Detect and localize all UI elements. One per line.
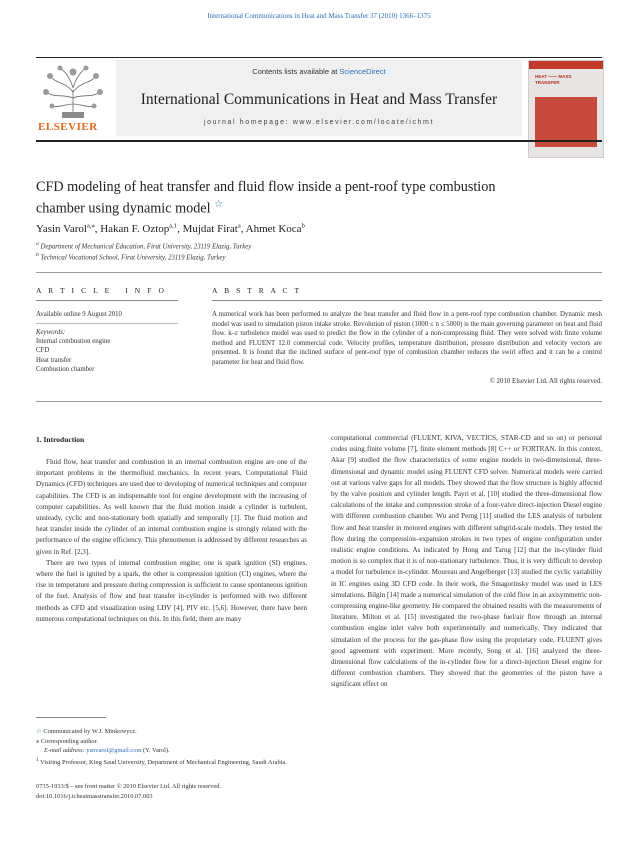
header-bottom-rule [36, 140, 602, 142]
footnote-corresponding: ⁎ Corresponding author. [36, 737, 98, 745]
footnote-1: $^1$ Visiting Professor, King Saud University, Department of Mechanical Engineering, Saudi Arabia. [36, 756, 287, 766]
section-1-heading: 1. Introduction [36, 435, 85, 444]
header-top-rule [36, 57, 602, 58]
author-3[interactable]: Mujdat Firat$^a$, [182, 222, 246, 235]
affiliation-a: $^a$ Department of Mechanical Education, Firat University, 23119 Elazig, Turkey [36, 241, 252, 251]
author-1[interactable]: Yasin Varol$^{a,⁎}$, [36, 222, 101, 235]
author-2[interactable]: Hakan F. Oztop$^{a,1}$, [100, 222, 183, 235]
contents-prefix: Contents lists available at [252, 67, 338, 76]
contents-line [116, 67, 522, 76]
author-list [36, 221, 596, 235]
body-column-right [331, 433, 602, 691]
author-email-link[interactable]: ysnvarol@gmail.com [86, 747, 142, 754]
sciencedirect-link[interactable]: ScienceDirect [339, 67, 386, 76]
cover-title: HEAT ⁓⁓ MASS TRANSFER [535, 74, 572, 85]
abstract-header [212, 286, 302, 295]
title-line-1: CFD modeling of heat transfer and fluid flow inside a pent-roof type combustion [36, 179, 496, 195]
article-title [36, 178, 596, 218]
keyword-item: Internal combustion engine [36, 338, 111, 346]
footnote-star: ☆ Communicated by W.J. Minkowycz. [36, 728, 137, 735]
keywords-rule [36, 323, 178, 324]
keyword-item: CFD [36, 347, 50, 355]
article-info-rule [36, 300, 178, 301]
abstract-rule [212, 300, 602, 301]
footnote-block [36, 727, 307, 767]
body-column-left [36, 457, 307, 625]
intro-paragraph-3: computational commercial (FLUENT, KIVA, VECTICS, STAR-CD and so on) or personal codes using finite volume [7], finite element methods [8] C++ or FORTRAN. In this context, Akar [9] studied the flow characteristics of some engine models in two-dimensional, three-dimensional and dynamic model using FLUENT CFD solver. Numerical models were carried out at various valve gaps for all models. They showed that the flow structure is highly affected by the valve position and cylinder length. Payri et al. [10] studied the three-dimensional flow calculations of the intake and compression stroke of a four-valve direct-injection Diesel engine with different combustion chamber. Wu and Perng [11] studied the LES analysis of turbulent flow and heat transfer in motored engines with different subgrid-scale models. They tested the flow during the compression–expansion strokes in two types of engine configuration under realistic engine conditions. As indicated by Hong and Tarng [12] that the in-cylinder fluid motion is so complex that it is of non-stationary turbulence. Thus, it is very difficult to develop a model for turbulence in-cylinder. Moureau and Angelberger [13] studied the cyclic variability in IC engines using 3D CFD code. In their work, the Smagorinsky model was used in LES simulations. Bilgin [14] made a numerical simulation of the cold flow in an axisymmetric non-compressing engine-like geometry. He compared the obtained results with the measurements of literature. Milton et al. [15] investigated the two-phase fuel/air flow through an internal combustion engine inlet valve both experimentally and numerically. They indicated that simulation of the process for the gas-phase flow using the proprietary code, FLUENT gives good agreement with experiment. More recently, Song et al. [16] analyzed the three-dimensional flow calculations of the in-cylinder flow for a direct-injection Diesel engine for different combustion chambers. They showed that the geometries of the piston have a significant effect on [331, 434, 602, 689]
doi-link[interactable]: doi:10.1016/j.icheatmasstransfer.2010.07.003 [36, 793, 153, 800]
keyword-item: Combustion chamber [36, 365, 95, 373]
affiliation-b: $^b$ Technical Vocational School, Firat University, 23119 Elazig, Turkey [36, 252, 226, 262]
author-4[interactable]: Ahmet Koca$^b$ [245, 222, 305, 235]
journal-citation[interactable]: International Communications in Heat and Mass Transfer 37 (2010) 1366–1375 [207, 12, 431, 20]
title-footnote-mark[interactable]: ☆ [214, 199, 224, 210]
intro-paragraph-1: Fluid flow, heat transfer and combustion in an internal combustion engine are one of the important problems in the thermofluid mechanics. In recent years, Computational Fluid Dynamics (CFD) techniques are used due to developing of numerical techniques and computer capabilities. The CFD is an indispensable tool for engine development with the increasing of computer capabilities. As well known that the fluid motion inside a cylinder is turbulent, unsteady, cyclic and non-stationary both spatially and temporally [1]. The fluid motion and heat transfer inside the cylinder of an internal combustion engine is strongly related with the performance of the engine efficiency. This phenomenon is addressed by different researches as given in Ref. [2,3]. [36, 458, 307, 556]
keywords-label: Keywords: [36, 329, 66, 336]
issn-line: 0735-1933/$ – see front matter © 2010 Elsevier Ltd. All rights reserved. [36, 783, 221, 790]
article-info-heading: A R T I C L E I N F O [36, 286, 167, 295]
abstract-bottom-rule [36, 401, 602, 402]
journal-cover-thumbnail [528, 60, 604, 158]
available-online: Available online 9 August 2010 [36, 311, 122, 318]
journal-homepage[interactable]: journal homepage: www.elsevier.com/locate/ichmt [203, 119, 435, 126]
abstract-heading: A B S T R A C T [212, 286, 302, 295]
abstract-copyright: © 2010 Elsevier Ltd. All rights reserved. [489, 378, 602, 385]
intro-paragraph-2: There are two types of internal combustion engine; one is spark ignition (SI) engines, where the fuel is ignited by a spark, the other is compression ignition (CI) engines, where the rise in temperature and pressure during compression is sufficient to cause spontaneous ignition of the fuel. Analysis of flow and heat transfer in-cylinder is performed with two different methods as CFD and visualization using LDV [4], PIV etc. [5,6]. However, there have been numerous computational techniques on this. In this field, there are many [36, 558, 307, 623]
abstract-text: A numerical work has been performed to analyze the heat transfer and fluid flow in a pent-roof type combustion chamber. Dynamic mesh model was used to simulation piston intake stroke. Revolution of piston (1000 ≤ n ≤ 5000) is the main governing parameter on heat and fluid flow. k–ε turbulence model was used to predict the flow in the cylinder of a non-compressing fluid. They were solved with finite volume method and FLUENT 12.0 commercial code. Velocity profiles, temperature distribution, pressure distribution and velocity vectors are presented. It is found that the inclined surface of pent-roof type of combustion chamber reduces the swirl effect and it can be a control parameter for heat and fluid flow. [212, 311, 602, 366]
journal-title: International Communications in Heat and Mass Transfer [140, 91, 498, 108]
footnote-email: E-mail address: ysnvarol@gmail.com (Y. Varol). [44, 747, 170, 754]
keywords-block [36, 328, 186, 374]
article-info [36, 286, 178, 295]
cover-band [529, 61, 603, 69]
affiliation-rule [36, 272, 602, 273]
footnote-rule [36, 717, 106, 718]
keyword-item: Heat transfer [36, 356, 72, 364]
title-line-2: chamber using dynamic model [36, 200, 211, 217]
publisher-name: ELSEVIER [38, 121, 98, 133]
